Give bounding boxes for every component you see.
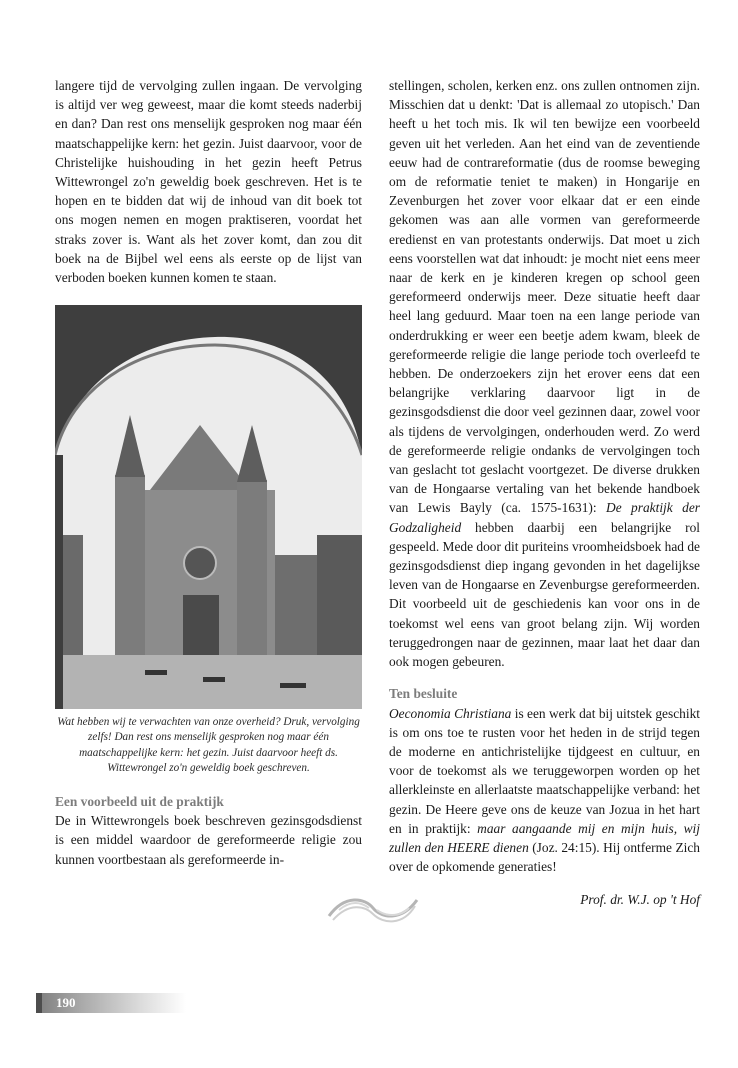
- closing-text-part2: (Joz. 24:15). Hij ontferme Zich over de opkomende generaties!: [389, 839, 700, 875]
- book-title: De praktijk der Godzaligheid: [389, 500, 700, 535]
- closing-paragraph: [389, 704, 700, 877]
- ridderzaal-illustration: [55, 305, 362, 709]
- page-tab-notch: [36, 993, 42, 1013]
- intro-paragraph: langere tijd de vervolging zullen ingaan. De vervolging is altijd ver weg geweest, maar die komt steeds naderbij en dan? Dan rest ons menselijk gesproken nog maar één maatschappelijke kern: het gezin. Juist daarvoor, voor de Christelijke huishouding in het gezin heeft Petrus Wittewrongel zo'n geweldig boek geschreven. Het is te hopen en te bidden dat wij de inhoud van dit boek tot ons mogen nemen en mogen praktiseren, voordat het straks zover is. Want als het zover komt, dan zou dit boek na de Bijbel wel eens als eerste op de lijst van verboden boeken kunnen komen te staan.: [55, 78, 362, 286]
- binnenhof-photo: [55, 305, 362, 709]
- page-number-tab: [36, 993, 186, 1013]
- page-number: 190: [56, 995, 76, 1010]
- closing-quote: maar aangaande mij en mijn huis, wij zullen den HEERE dienen: [389, 820, 700, 855]
- author-signature: Prof. dr. W.J. op 't Hof: [580, 892, 700, 908]
- flourish-ornament-icon: [325, 888, 421, 930]
- continued-text-part1: stellingen, scholen, kerken enz. ons zullen ontnomen zijn. Misschien dat u denkt: 'Dat is allemaal zo utopisch.' Dan heeft u het toch mis. Ik wil ten bewijze een voorbeeld geven uit het verleden. Aan het eind van de zeventiende eeuw had de contrareformatie (dus de roomse beweging om de reformatie teniet te maken) in Hongarije en Zevenburgen het zover voor elkaar dat er een einde gekomen was aan alle vormen van gereformeerde eredienst en van protestants onderwijs. Dat moet u zich eens voorstellen wat dat inhoudt: je mocht niet eens meer naar de kerk en je kinderen kregen op school geen gereformeerd onderwijs meer. Deze situatie heeft daar heel lang geduurd. Maar toen na een lange periode van onderdrukking er weer een beetje adem kwam, bleek de gereformeerde religie die lange periode toch overleefd te hebben. De onderzoekers zijn het erover eens dat een belangrijke verklaring daarvoor ligt in de gezinsgodsdienst die door veel gezinnen daar, zowel voor als tijdens de vervolgingen, onderhouden werd. Zo werd de gereformeerde religie ondanks de vervolgingen toch van geslacht tot geslacht voortgezet. De diverse drukken van de Hongaarse vertaling van het bekende handboek van Lewis Bayly (ca. 1575-1631):: [389, 78, 700, 516]
- continued-paragraph: [389, 76, 700, 671]
- section-heading: Een voorbeeld uit de praktijk: [55, 794, 224, 810]
- closing-heading: Ten besluite: [389, 686, 458, 702]
- section-paragraph: De in Wittewrongels boek beschreven gezinsgodsdienst is een middel waardoor de gereformeerde religie zou kunnen voortbestaan als gereformeerde in-: [55, 813, 362, 867]
- closing-text-part1: is een werk dat bij uitstek geschikt is om ons toe te rusten voor het heden in de strijd tegen de moderne en antichristelijke tijdgeest en cultuur, en voor de toekomst als we teruggeworpen worden op het allerkleinste en allerlaatste maatschappelijke verband: het gezin. De Heere geve ons de keuze van Jozua in het hart en in praktijk:: [389, 705, 700, 836]
- closing-title: Oeconomia Christiana: [389, 705, 512, 721]
- photo-caption: Wat hebben wij te verwachten van onze overheid? Druk, vervolging zelfs! Dan rest ons menselijk gesproken nog maar één maatschappelijke kern: het gezin. Juist daarvoor heeft ds. Wittewrongel zo'n geweldig boek geschreven.: [57, 716, 360, 774]
- right-column: [389, 76, 700, 908]
- continued-text-part2: hebben daarbij een belangrijke rol gespeeld. Mede door dit puriteins vroomheidsboek had de gezinsgodsdienst diep ingang gevonden in het dagelijkse leven van de Hongaarse en Zevenburgse gereformeerden. Dit voorbeeld uit de geschiedenis kan voor ons in de toekomst wel eens van groot belang zijn. Wij worden teruggedrongen naar de gezinnen, maar laat het daar dan ook mogen gebeuren.: [389, 519, 700, 670]
- left-column: [55, 76, 362, 869]
